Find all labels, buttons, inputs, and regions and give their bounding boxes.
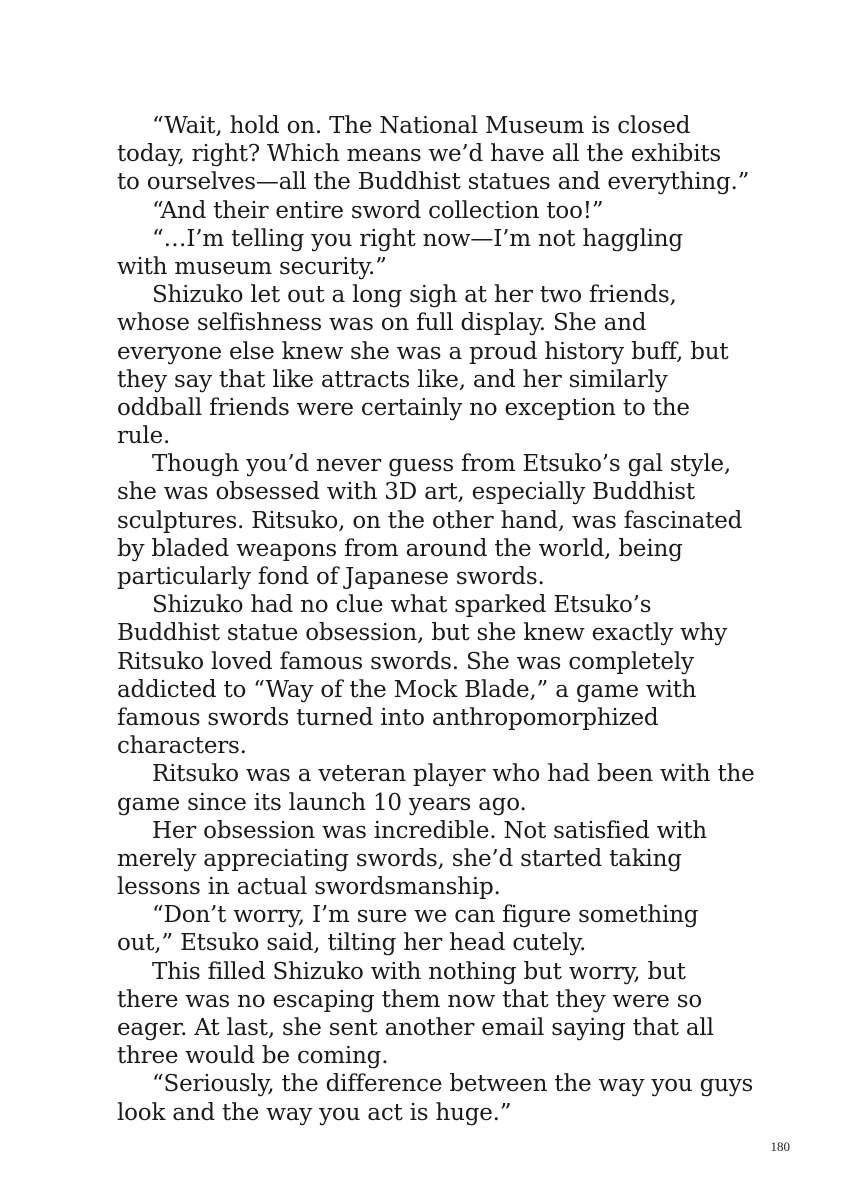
text-line: merely appreciating swords, she’d started taking [117,845,682,872]
text-line: characters. [117,733,247,760]
text-line: whose selfishness was on full display. She and [117,310,647,337]
text-line: game since its launch 10 years ago. [117,789,527,816]
text-line: Shizuko had no clue what sparked Etsuko’s [152,592,652,619]
text-line: out,” Etsuko said, tilting her head cutely. [117,930,587,957]
text-line: look and the way you act is huge.” [117,1099,512,1126]
text-line: three would be coming. [117,1043,389,1070]
text-line: “And their entire sword collection too!” [152,197,604,224]
text-line: Though you’d never guess from Etsuko’s gal style, [152,451,732,478]
text-line: she was obsessed with 3D art, especially Buddhist [117,479,695,506]
text-line: with museum security.” [117,253,387,280]
text-line: Ritsuko loved famous swords. She was completely [117,648,694,675]
body-text [117,112,757,1127]
text-line: today, right? Which means we’d have all the exhibits [117,141,722,168]
text-line: particularly fond of Japanese swords. [117,564,545,590]
text-line: addicted to “Way of the Mock Blade,” a game with [117,676,697,703]
text-line: “Wait, hold on. The National Museum is closed [152,113,691,139]
text-line: “Don’t worry, I’m sure we can figure something [152,902,699,929]
text-line: to ourselves—all the Buddhist statues and everything.” [117,169,750,196]
text-line: everyone else knew she was a proud history buff, but [117,338,729,365]
page-number: 180 [770,1139,790,1154]
text-line: famous swords turned into anthropomorphized [117,704,659,731]
text-line: oddball friends were certainly no exception to the [117,394,690,421]
text-line: Buddhist statue obsession, but she knew exactly why [117,620,728,647]
text-line: Ritsuko was a veteran player who had been with the [152,761,755,788]
text-line: sculptures. Ritsuko, on the other hand, was fascinated [117,507,743,534]
text-line: Shizuko let out a long sigh at her two friends, [152,282,677,309]
text-line: “Seriously, the difference between the way you guys [152,1071,754,1098]
text-line: there was no escaping them now that they were so [117,986,703,1013]
text-line: they say that like attracts like, and her similarly [117,366,668,393]
text-line: by bladed weapons from around the world, being [117,535,683,562]
text-line: Her obsession was incredible. Not satisfied with [152,817,707,844]
text-line: lessons in actual swordsmanship. [117,874,501,901]
text-line: “…I’m telling you right now—I’m not haggling [152,225,683,252]
text-line: rule. [117,423,171,450]
text-line: eager. At last, she sent another email saying that all [117,1015,714,1041]
text-line: This filled Shizuko with nothing but worry, but [152,958,686,985]
